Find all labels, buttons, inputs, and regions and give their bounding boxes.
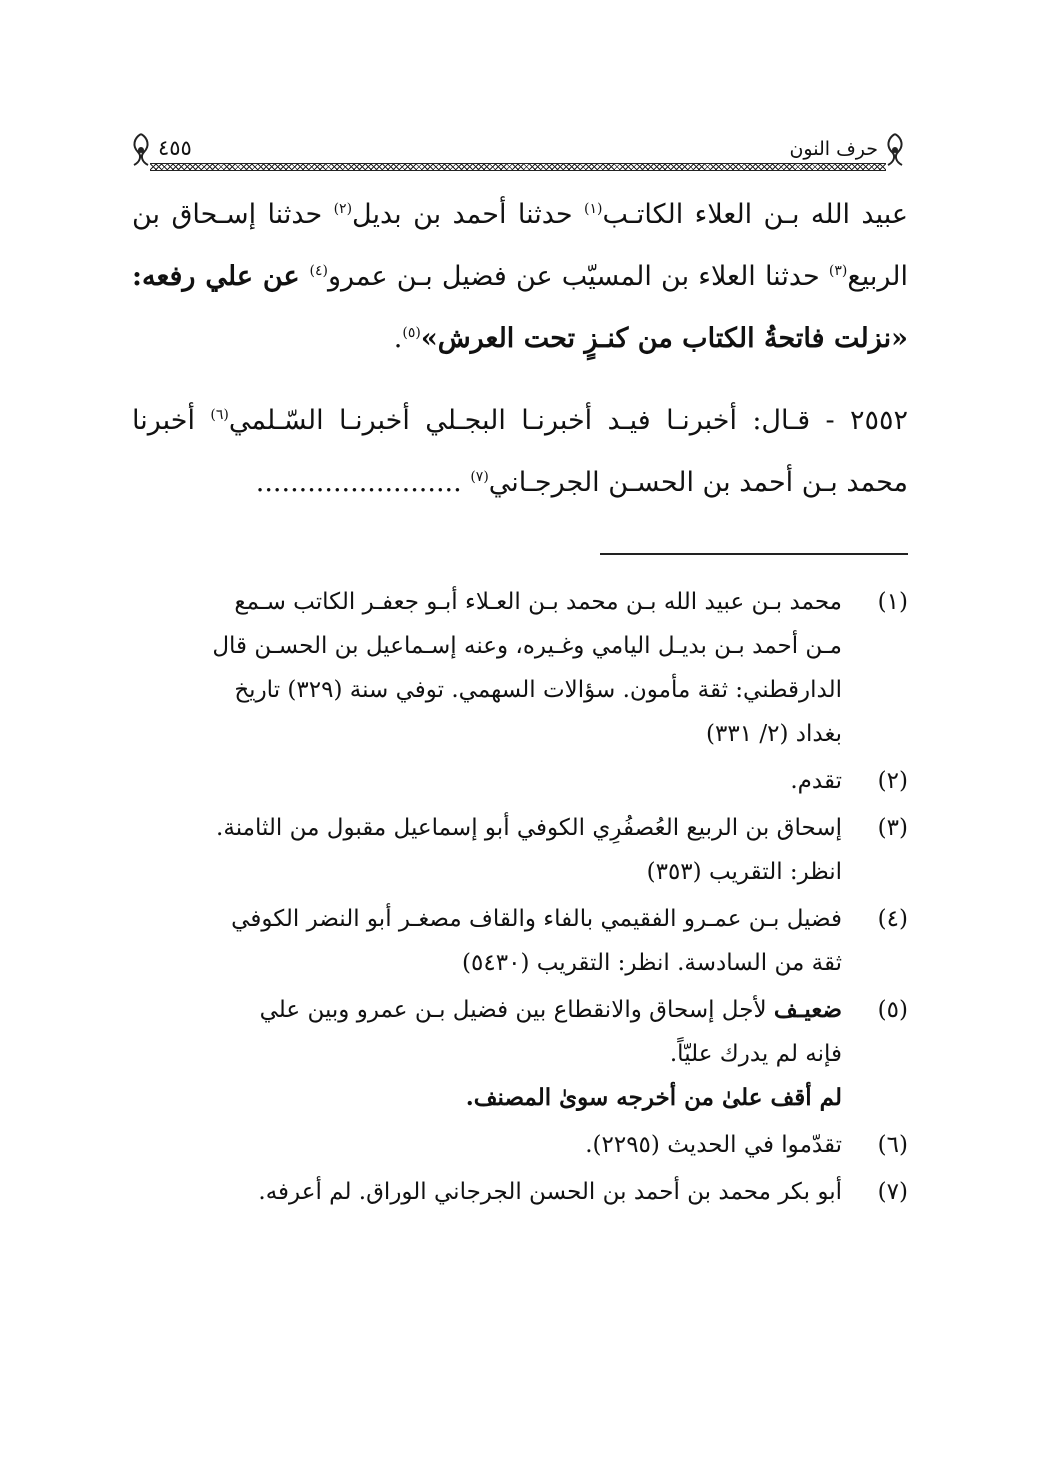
footnote-line: [134, 806, 842, 850]
text-run: أبو بكر محمد بن أحمد بن الحسن الجرجاني الوراق. لم أعرفه.: [258, 1179, 842, 1205]
footnote-ref: (١): [583, 201, 603, 217]
text-run: ثقة من السادسة. انظر: التقريب (٥٤٣٠): [462, 950, 842, 976]
footnote-separator: [600, 553, 908, 555]
text-run: لأجل إسحاق والانقطاع بين فضيل بـن عمرو وبين علي: [259, 997, 774, 1023]
text-run: إسحاق بن الربيع العُصفُرِي الكوفي أبو إسماعيل مقبول من الثامنة.: [216, 815, 842, 841]
footnote-item: [134, 897, 908, 985]
footnote-line: [134, 988, 842, 1032]
footnote-text: [134, 1123, 842, 1167]
footnote-line: [134, 624, 842, 668]
footnote-ref: (٧): [470, 469, 489, 485]
footnote-number: (٧): [877, 1179, 908, 1205]
text-run: بغداد (٢/ ٣٣١): [706, 721, 842, 747]
footnote-text: [134, 806, 842, 894]
bold-text-run: ضعيـف: [773, 996, 842, 1023]
footnote-line: [134, 580, 842, 624]
paragraph-hadith-2552: [132, 390, 908, 514]
footnote-text: [134, 580, 842, 756]
footnote-line: [134, 668, 842, 712]
text-run: تقدّموا في الحديث (٢٢٩٥).: [585, 1132, 842, 1158]
text-run: انظر: التقريب (٣٥٣): [646, 859, 842, 885]
text-run: حدثنا العلاء بن المسيّب عن فضيل بـن عمرو: [328, 261, 829, 292]
text-run: محمد بـن عبيد الله بـن محمد بـن العـلاء أبـو جعفـر الكاتب سـمع: [234, 589, 842, 615]
footnote-number: (٥): [877, 997, 908, 1023]
bold-text-run: عن علي رفعه: «نزلت فاتحةُ الكتاب من كنـزٍ تحت العرش»: [132, 261, 908, 354]
footnote-item: [134, 759, 908, 803]
footnote-line: [134, 712, 842, 756]
paragraph-hadith-continuation: [132, 184, 908, 370]
footnote-ref: (٣): [828, 263, 848, 279]
footnote-ref: (٥): [402, 325, 421, 341]
footnote-number: (٦): [877, 1132, 908, 1158]
footnote-item: [134, 1170, 908, 1214]
header-ornament-left-icon: [128, 132, 154, 168]
footnote-text: [134, 759, 842, 803]
chapter-title: حرف النون: [789, 138, 878, 160]
text-run: فإنه لم يدرك عليّاً.: [669, 1041, 842, 1067]
text-run: .: [393, 323, 403, 354]
footnote-line: [134, 759, 842, 803]
main-text: [132, 184, 908, 514]
bold-text-run: لم أقف علىٰ من أخرجه سوىٰ المصنف.: [465, 1084, 842, 1111]
footnote-line: [134, 897, 842, 941]
text-run: عبيد الله بـن العلاء الكاتـب: [602, 199, 908, 230]
text-run: مـن أحمد بـن بديـل اليامي وغـيره، وعنه إسـماعيل بن الحسـن قال: [212, 633, 842, 659]
header-ornamental-rule: [150, 163, 886, 171]
page-number: ٤٥٥: [158, 136, 192, 160]
footnote-ref: (٦): [210, 407, 229, 423]
footnote-line: [134, 1123, 842, 1167]
text-run: حدثنا أحمد بن بديل: [352, 199, 584, 230]
text-run: الدارقطني: ثقة مأمون. سؤالات السهمي. توفي سنة (٣٢٩) تاريخ: [234, 677, 842, 703]
text-run: ٢٥٥٢ - قـال: أخبرنـا فيـد أخبرنـا البجـلي أخبرنـا السّـلمي: [228, 405, 908, 436]
footnote-line: [134, 941, 842, 985]
footnote-number: (٣): [877, 815, 908, 841]
page-header: [128, 132, 908, 174]
footnote-item: [134, 580, 908, 756]
footnote-item: [134, 1123, 908, 1167]
text-run: ........................: [255, 467, 471, 498]
footnote-line: [134, 1032, 842, 1076]
footnote-line: [134, 850, 842, 894]
footnote-line: [134, 1170, 842, 1214]
text-run: تقدم.: [790, 768, 842, 794]
text-run: فضيل بـن عمـرو الفقيمي بالفاء والقاف مصغـر أبو النضر الكوفي: [231, 906, 842, 932]
text-run: أخبرنا محمد بـن أحمد بن الحسـن الجرجـاني: [132, 405, 908, 498]
footnote-number: (٢): [877, 768, 908, 794]
footnote-item: [134, 806, 908, 894]
footnotes: [134, 580, 908, 1217]
footnote-text: [134, 1170, 842, 1214]
footnote-number: (١): [877, 589, 908, 615]
footnote-ref: (٢): [333, 201, 353, 217]
footnote-item: [134, 988, 908, 1120]
footnote-text: [134, 988, 842, 1120]
footnote-text: [134, 897, 842, 985]
footnote-line: [134, 1076, 842, 1120]
footnote-number: (٤): [877, 906, 908, 932]
text-run: حدثنا إسـحاق بن الربيع: [132, 199, 908, 292]
footnote-ref: (٤): [309, 263, 328, 279]
